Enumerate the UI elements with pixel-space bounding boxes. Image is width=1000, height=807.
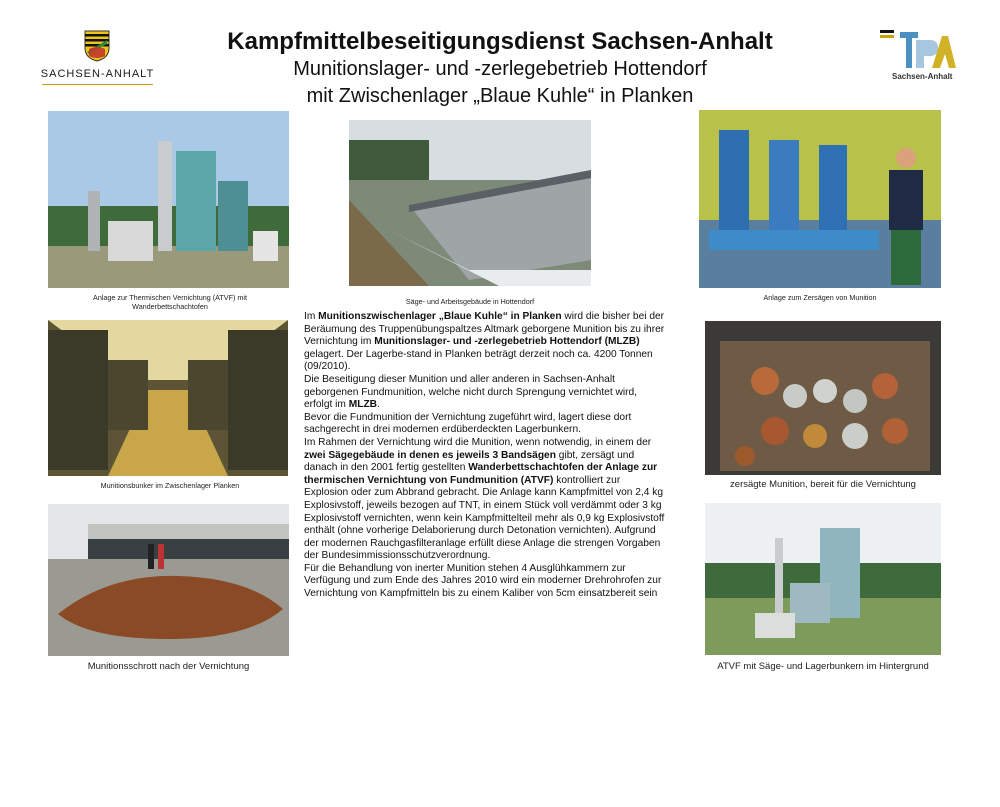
kampfmittel-logo (878, 28, 958, 84)
photo-atvf-hintergrund (705, 503, 941, 655)
page-subtitle-1: Munitionslager- und -zerlegebetrieb Hottendorf (293, 58, 707, 80)
caption-atvf: Anlage zur Thermischen Vernichtung (ATVF) mit Wanderbettschachtofen (93, 293, 247, 311)
photo-munitionsschrott (48, 504, 289, 656)
caption-zersaegen: Anlage zum Zersägen von Munition (763, 293, 877, 302)
body-text (304, 311, 666, 601)
page-subtitle-2: mit Zwischenlager „Blaue Kuhle“ in Planken (306, 85, 694, 107)
kbd-logo-text: Sachsen-Anhalt (892, 72, 953, 81)
paragraph-1: Im Munitionszwischenlager „Blaue Kuhle“ in Planken wird die bisher bei der Beräumung des Truppenübungspaltzes Altmark geborgene Munition bis zu ihrer Vernichtung im Munitionslager- und -zerlegebetrieb Hottendorf (MLZB) gelagert. Der Lagerbe-stand in Planken beträgt derzeit noch ca. 4200 Tonnen (09/2010). (304, 311, 665, 373)
coat-of-arms-icon (84, 30, 110, 62)
caption-atvf-hintergrund: ATVF mit Säge- und Lagerbunkern im Hintergrund (717, 661, 929, 672)
photo-munitionsbunker (48, 320, 288, 476)
sachsen-anhalt-wordmark: SACHSEN-ANHALT (40, 68, 155, 80)
caption-schrott: Munitionsschrott nach der Vernichtung (87, 661, 250, 672)
caption-bunker: Munitionsbunker im Zwischenlager Planken (100, 481, 240, 490)
page-title: Kampfmittelbeseitigungsdienst Sachsen-Anhalt (227, 28, 773, 55)
photo-atvf-plant (48, 111, 289, 288)
logo-underline (42, 84, 153, 85)
paragraph-2: Die Beseitigung dieser Munition und aller anderen in Sachsen-Anhalt geborgenen Fundmunition, welche nicht durch Sprengung vernichtet wird, erfolgt im MLZB. (304, 373, 637, 411)
photo-saege-gebaeude (349, 120, 591, 286)
photo-zersaegte-munition (705, 321, 941, 475)
paragraph-3: Bevor die Fundmunition der Vernichtung zugeführt wird, lagert diese dort sachgerecht in drei modernen erdüberdeckten Lagerbunkern. (304, 411, 632, 436)
paragraph-4: Im Rahmen der Vernichtung wird die Munition, wenn notwendig, in einem der zwei Sägegebäude in denen es jeweils 3 Bandsägen gibt, zersägt und danach in den 2001 fertig gestellten Wanderbettschachtofen der Anlage zur thermischen Vernichtung von Fundmunition (ATVF) kontrolliert zur Explosion oder zum Abbrand gebracht. Die Anlage kann Kampfmittel von 2,4 kg Explosivstoff, jeweils bezogen auf TNT, in einem Stück voll verdämmt oder 3 kg Explosivstoff vernichten, wenn kein Kampfmittelteil mehr als 0,9 kg Explosivstoff enthält (ohne vorherige Delaborierung durch Detonation vernichten). Aufgrund der modernen Rauchgasfilteranlage erfüllt diese Anlage die strengen Vorgaben der Bundesimmissionsschutzverordnung. (304, 436, 665, 562)
paragraph-5: Für die Behandlung von inerter Munition stehen 4 Ausglühkammern zur Verfügung und zum Ende des Jahres 2010 wird ein moderner Drehrohrofen zur Vernichtung von Kampfmitteln bis zu einem Kaliber von 5cm einsatzbereit sein (304, 562, 662, 600)
photo-zersaegen (699, 110, 941, 288)
caption-zersaegte: zersägte Munition, bereit für die Vernichtung (730, 479, 916, 490)
caption-saege: Säge- und Arbeitsgebäude in Hottendorf (405, 297, 535, 306)
sachsen-anhalt-logo (40, 30, 155, 85)
